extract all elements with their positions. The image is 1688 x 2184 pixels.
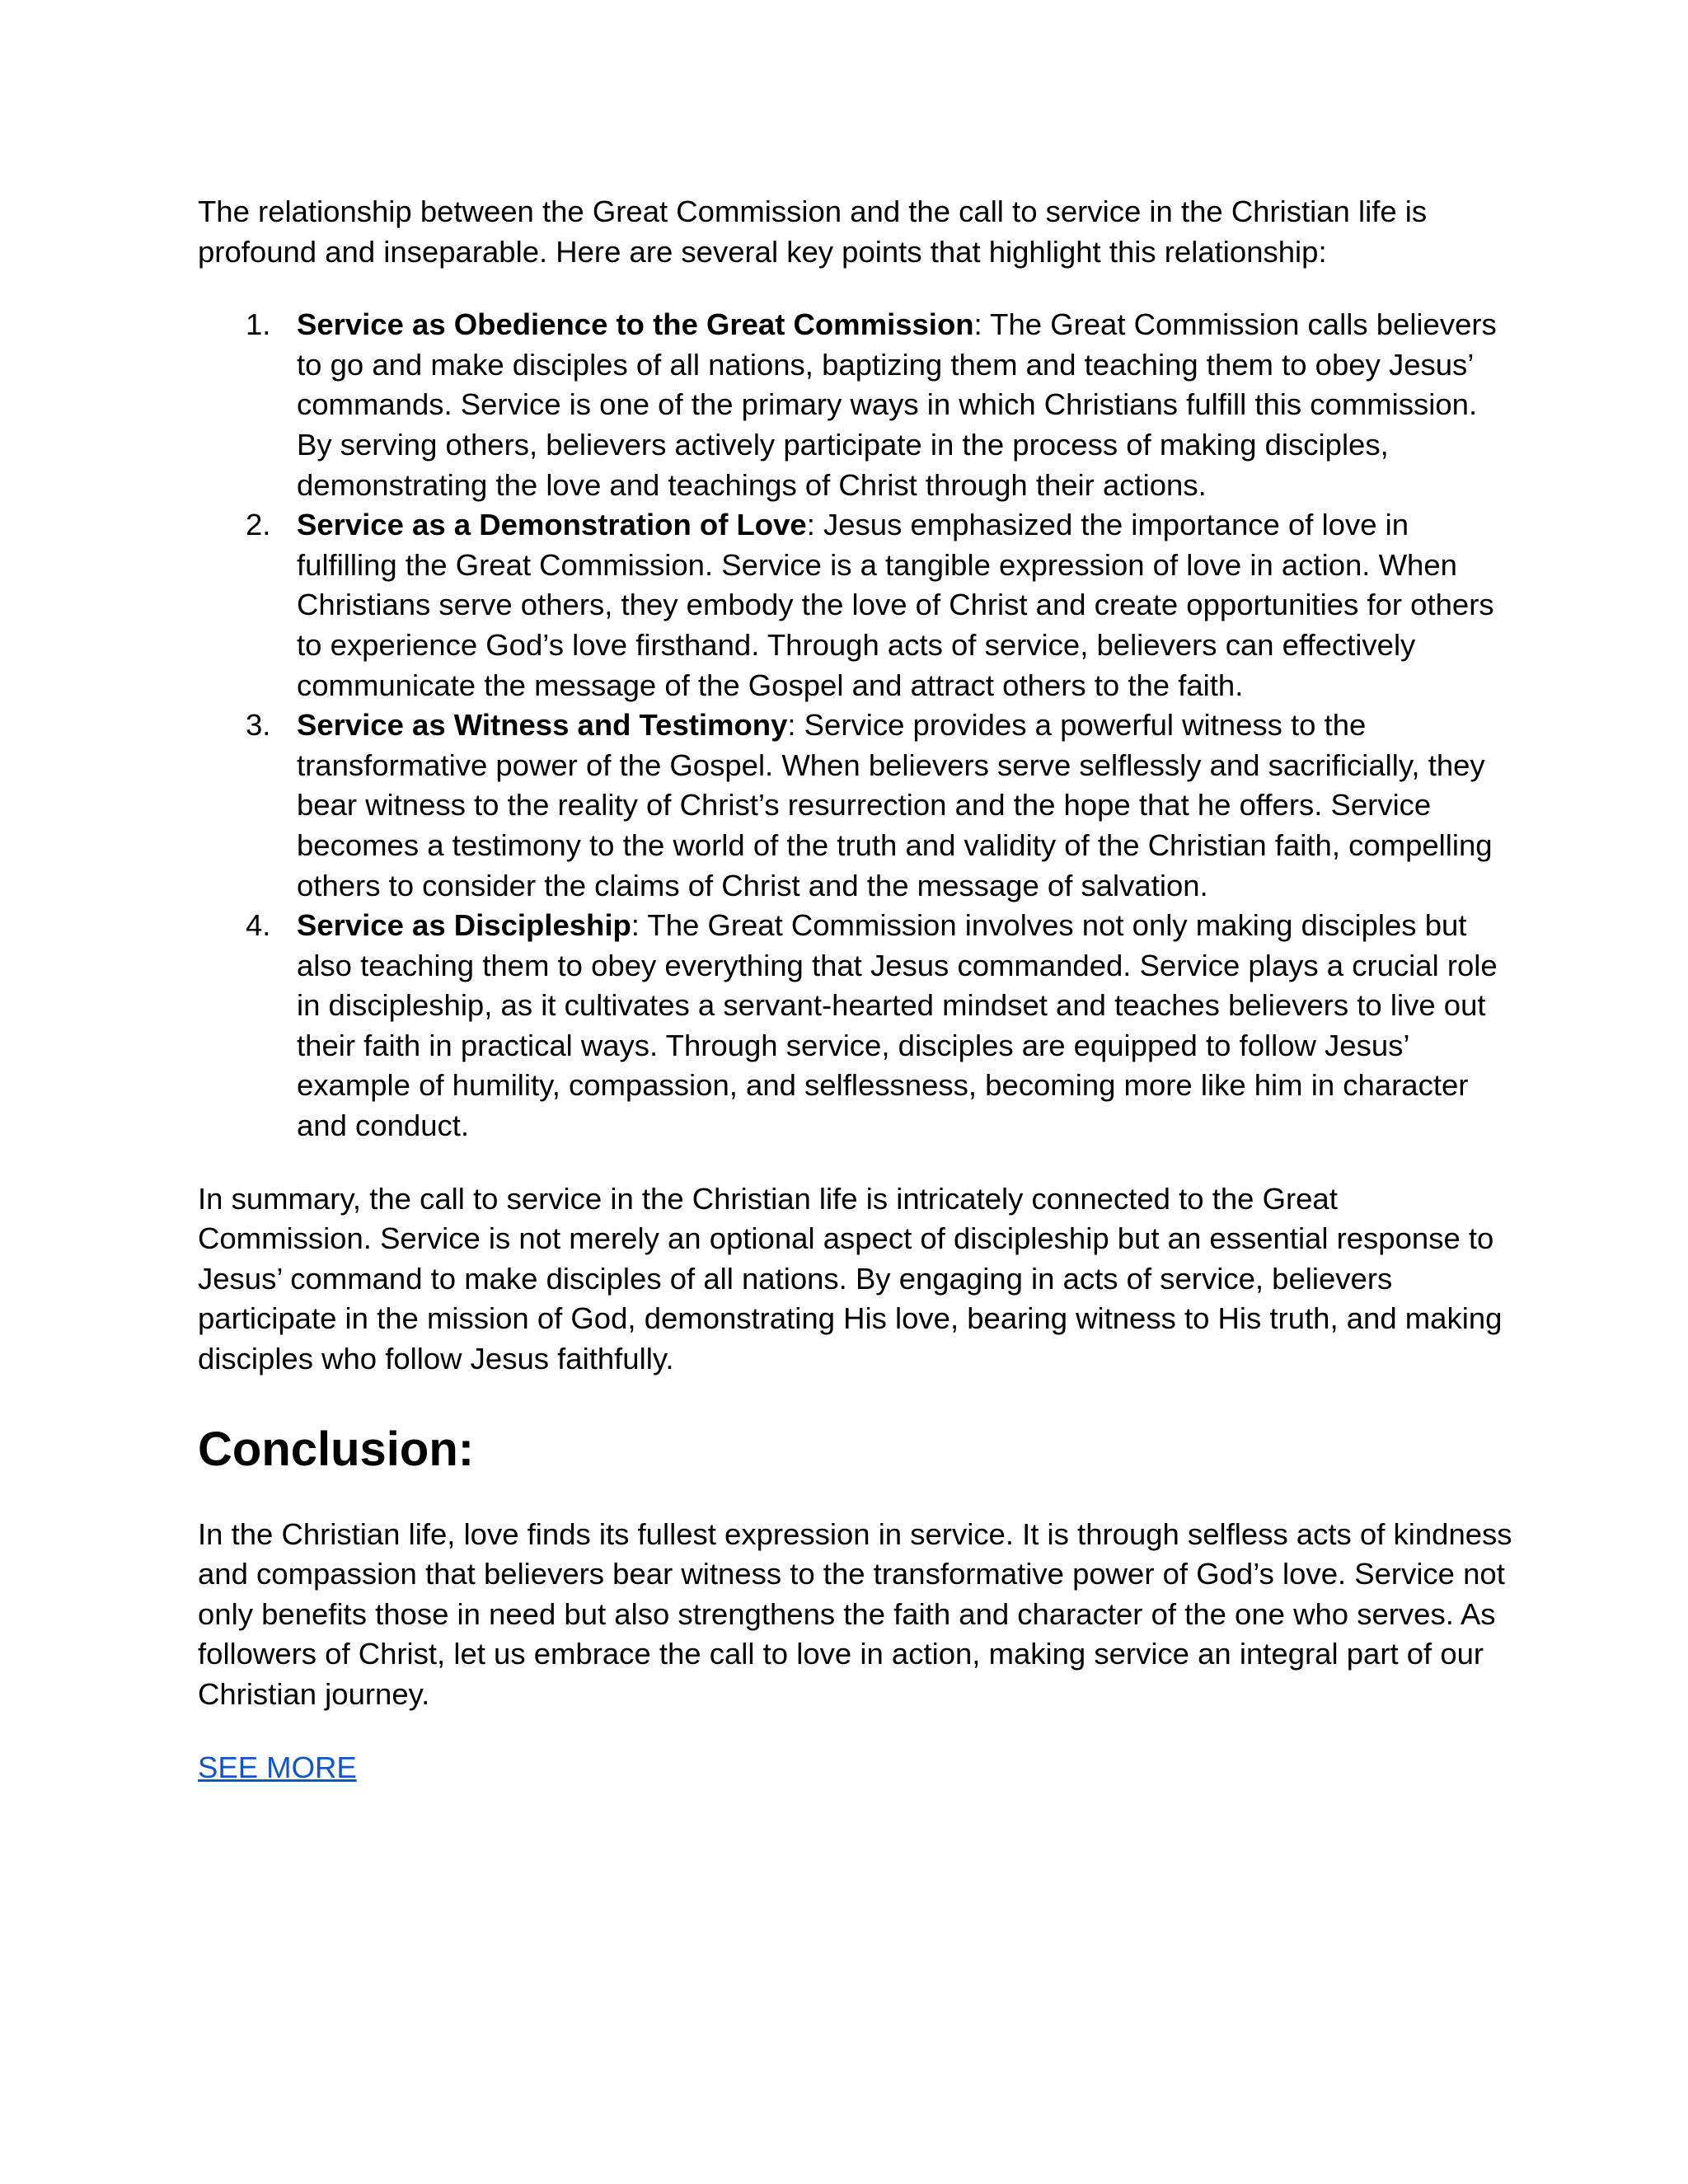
conclusion-heading: Conclusion: xyxy=(198,1422,475,1476)
key-point-4 xyxy=(198,906,1517,1146)
see-more-link[interactable]: SEE MORE xyxy=(198,1750,357,1784)
key-point-title: Service as Discipleship xyxy=(297,908,631,943)
key-point-1 xyxy=(198,305,1517,505)
key-point-2 xyxy=(198,505,1517,705)
key-point-text: : Jesus emphasized the importance of love in fulfilling the Great Commission. Service is a tangible expression of love in action. When Christians serve others, they embody the love of Christ and create opportunities for others to experience God’s love firsthand. Through acts of service, believers can effectively communicate the message of the Gospel and attract others to the faith. xyxy=(297,508,1494,702)
key-point-number: 3. xyxy=(246,708,271,743)
key-point-number: 2. xyxy=(246,508,271,542)
conclusion-paragraph: In the Christian life, love finds its fullest expression in service. It is through selfless acts of kindness and compassion that believers bear witness to the transformative power of God’s love. Service not only benefits those in need but also strengthens the faith and character of the one who serves. As followers of Christ, let us embrace the call to love in action, making service an integral part of our Christian journey. xyxy=(198,1516,1512,1711)
key-point-title: Service as a Demonstration of Love xyxy=(297,508,807,542)
key-point-number: 1. xyxy=(246,307,271,342)
key-point-text: : The Great Commission calls believers to go and make disciples of all nations, baptizing them and teaching them to obey Jesus’ commands. Service is one of the primary ways in which Christians fulfill this commission. By serving others, believers actively participate in the process of making disciples, demonstrating the love and teachings of Christ through their actions. xyxy=(297,307,1497,502)
key-point-title: Service as Obedience to the Great Commission xyxy=(297,307,974,342)
key-point-number: 4. xyxy=(246,908,271,943)
summary-paragraph: In summary, the call to service in the Christian life is intricately connected to the Great Commission. Service is not merely an optional aspect of discipleship but an essential response to Jesus’ command to make disciples of all nations. By engaging in acts of service, believers participate in the mission of God, demonstrating His love, bearing witness to His truth, and making disciples who follow Jesus faithfully. xyxy=(198,1181,1503,1376)
key-point-3 xyxy=(198,705,1517,906)
key-point-text: : The Great Commission involves not only making disciples but also teaching them to obey everything that Jesus commanded. Service plays a crucial role in discipleship, as it cultivates a servant-hearted mindset and teaches believers to live out their faith in practical ways. Through service, disciples are equipped to follow Jesus’ example of humility, compassion, and selflessness, becoming more like him in character and conduct. xyxy=(297,908,1498,1143)
key-point-text: : Service provides a powerful witness to the transformative power of the Gospel. When believers serve selflessly and sacrificially, they bear witness to the reality of Christ’s resurrection and the hope that he offers. Service becomes a testimony to the world of the truth and validity of the Christian faith, compelling others to consider the claims of Christ and the message of salvation. xyxy=(297,708,1493,902)
key-point-title: Service as Witness and Testimony xyxy=(297,708,788,743)
intro-paragraph: The relationship between the Great Commission and the call to service in the Christian life is profound and inseparable. Here are several key points that highlight this relationship: xyxy=(198,194,1428,269)
document-page xyxy=(198,192,1517,1788)
key-points-list xyxy=(198,305,1517,1146)
